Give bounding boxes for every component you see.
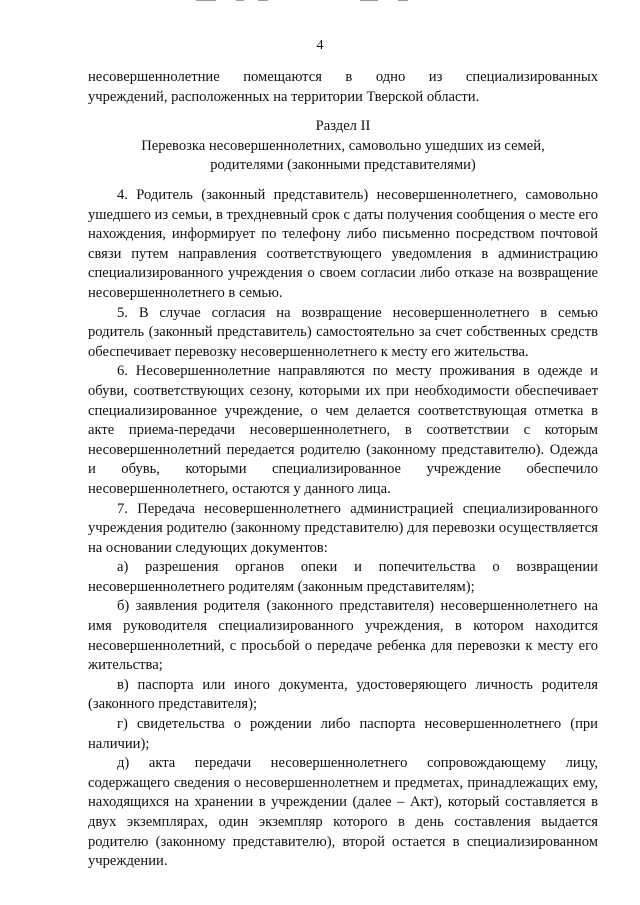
intro-block xyxy=(88,68,598,107)
paragraph-5: 5. В случае согласия на возвращение несовершеннолетнего в семью родитель (законный представитель) самостоятельно за счет собственных средств обеспечивает перевозку несовершеннолетнего к месту его жительства. xyxy=(88,304,598,360)
intro-line-1: несовершеннолетние помещаются в одно из специализированных xyxy=(88,69,598,85)
scan-edge-mark xyxy=(196,0,216,1)
section-body xyxy=(88,186,598,872)
paragraph-6: 6. Несовершеннолетние направляются по месту проживания в одежде и обуви, соответствующих сезону, которыми их при необходимости обеспечивает специализированное учреждение, о чем делается соответствующая отметка в акте приема-передачи несовершеннолетнего, в соответствии с которым несовершеннолетний передается родителю (законному представителю). Одежда и обувь, которыми специализированное учреждение обеспечило несовершеннолетнего, остаются у данного лица. xyxy=(88,363,598,497)
section-title-line-2: родителями (законными представителями) xyxy=(210,157,476,174)
section-heading xyxy=(88,117,598,176)
page-number: 4 xyxy=(316,38,324,53)
list-item-a: а) разрешения органов опеки и попечительства о возвращении несовершеннолетнего родителям (законным представителям); xyxy=(88,559,598,595)
list-item-g: г) свидетельства о рождении либо паспорта несовершеннолетнего (при наличии); xyxy=(88,716,598,752)
list-item-v: в) паспорта или иного документа, удостоверяющего личность родителя (законного представителя); xyxy=(88,676,598,713)
scan-edge-mark xyxy=(360,0,378,1)
scan-edge-mark xyxy=(236,0,244,1)
section-label: Раздел II xyxy=(315,118,371,134)
paragraph-4: 4. Родитель (законный представитель) несовершеннолетнего, самовольно ушедшего из семьи, в трехдневный срок с даты получения сообщения о месте его нахождения, информирует по телефону либо письменно посредством почтовой связи путем направления соответствующего уведомления в администрацию специализированного учреждения о своем согласии либо отказе на возвращение несовершеннолетнего в семью. xyxy=(88,187,598,301)
paragraph-7: 7. Передача несовершеннолетнего администрацией специализированного учреждения родителю (законному представителю) для перевозки осуществляется на основании следующих документов: xyxy=(88,500,598,556)
list-item-d: д) акта передачи несовершеннолетнего сопровождающему лицу, содержащего сведения о несовершеннолетнем и предметах, принадлежащих ему, находящихся на хранении в учреждении (далее – Акт), который составляется в двух экземплярах, один экземпляр которого в день составления выдается родителю (законному представителю), второй остается в специализированном учреждении. xyxy=(88,755,598,870)
section-title-line-1: Перевозка несовершеннолетних, самовольно ушедших из семей, xyxy=(141,137,545,154)
scan-edge-mark xyxy=(398,0,408,1)
list-item-b: б) заявления родителя (законного представителя) несовершеннолетнего на имя руководителя специализированного учреждения, в котором находится несовершеннолетний, с просьбой о передаче ребенка для перевозки к месту его жительства; xyxy=(88,598,598,674)
scan-edge-mark xyxy=(258,0,268,1)
intro-line-2: учреждений, расположенных на территории Тверской области. xyxy=(88,88,480,105)
